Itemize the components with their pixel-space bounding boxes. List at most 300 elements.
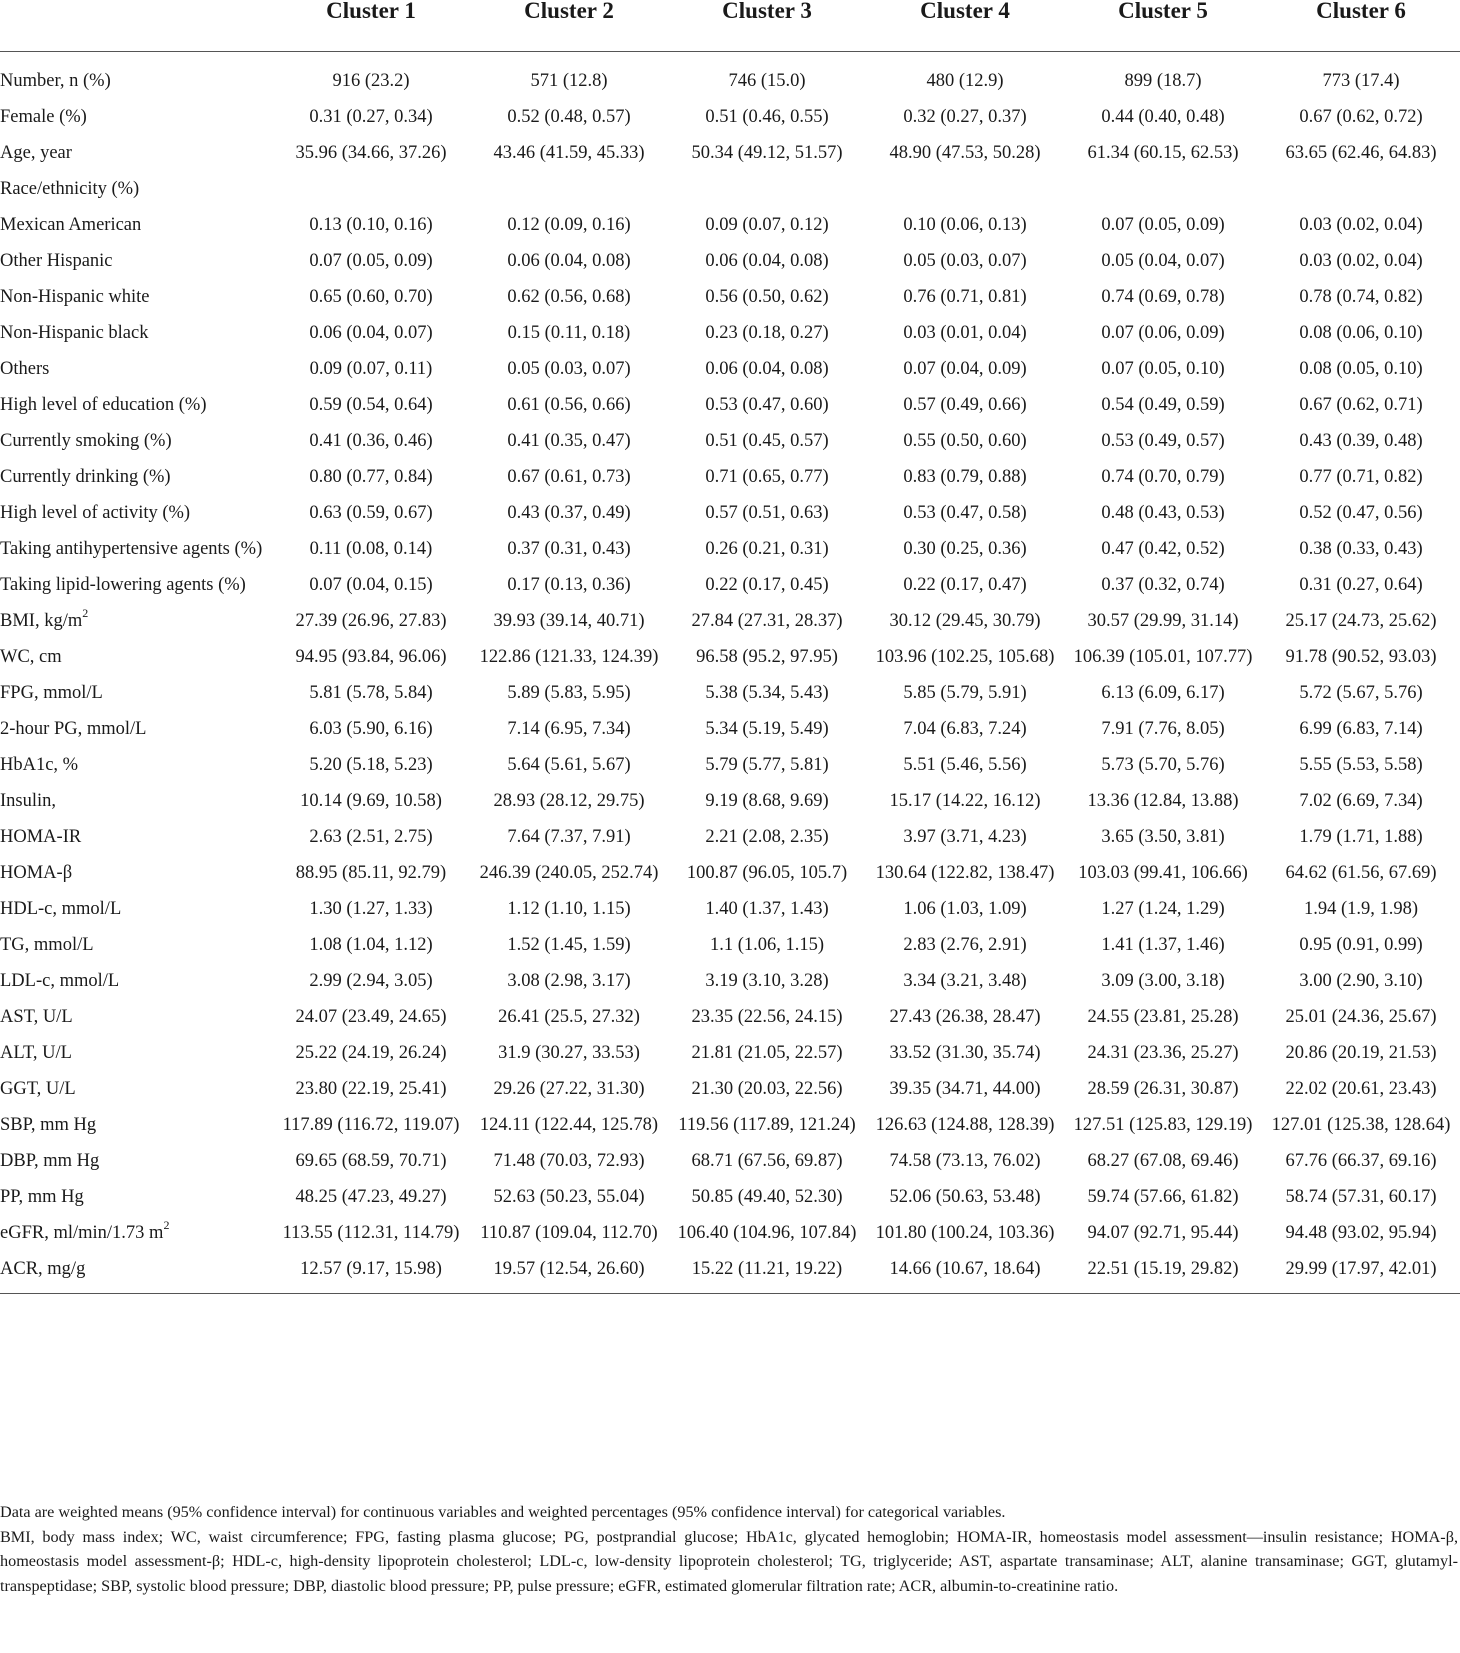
- row-label-text: Other Hispanic: [0, 251, 113, 271]
- cell-cluster-6: 7.02 (6.69, 7.34): [1299, 791, 1423, 811]
- cell-cluster-1: 2.99 (2.94, 3.05): [309, 971, 433, 991]
- cell-cluster-5: [1064, 172, 1262, 208]
- row-label-text: FPG, mmol/L: [0, 683, 103, 703]
- cell-cluster-1: 5.20 (5.18, 5.23): [309, 755, 433, 775]
- cell-cluster-3: 0.06 (0.04, 0.08): [705, 251, 829, 271]
- cell-cluster-4: 0.76 (0.71, 0.81): [903, 287, 1027, 307]
- cell-cluster-6: 3.00 (2.90, 3.10): [1299, 971, 1423, 991]
- cell-cluster-5: 3.09 (3.00, 3.18): [1101, 971, 1225, 991]
- cell-cluster-4: 39.35 (34.71, 44.00): [889, 1079, 1041, 1099]
- cell-cluster-4: 74.58 (73.13, 76.02): [889, 1151, 1041, 1171]
- header-cell-cluster-6: Cluster 6: [1262, 0, 1460, 40]
- cell-cluster-5: 94.07 (92.71, 95.44): [1087, 1223, 1239, 1243]
- cell-cluster-1: 0.07 (0.05, 0.09): [309, 251, 433, 271]
- cell-cluster-2: 0.05 (0.03, 0.07): [507, 359, 631, 379]
- cell-cluster-6: 22.02 (20.61, 23.43): [1285, 1079, 1437, 1099]
- cell-cluster-1: 6.03 (5.90, 6.16): [309, 719, 433, 739]
- cell-cluster-3: 0.09 (0.07, 0.12): [705, 215, 829, 235]
- cell-cluster-1: [272, 172, 470, 208]
- row-label: [0, 676, 272, 712]
- cell-cluster-2: 1.52 (1.45, 1.59): [507, 935, 631, 955]
- cell-cluster-3: 0.51 (0.45, 0.57): [705, 431, 829, 451]
- row-label: [0, 1252, 272, 1294]
- cell-cluster-4: 33.52 (31.30, 35.74): [889, 1043, 1041, 1063]
- cell-cluster-6: [1262, 172, 1460, 208]
- cell-cluster-2: 0.12 (0.09, 0.16): [507, 215, 631, 235]
- cell-cluster-6: 63.65 (62.46, 64.83): [1285, 143, 1437, 163]
- cell-cluster-2: 124.11 (122.44, 125.78): [479, 1115, 659, 1135]
- cell-cluster-3: 96.58 (95.2, 97.95): [696, 647, 838, 667]
- table-row: [0, 424, 1460, 460]
- cell-cluster-5: 7.91 (7.76, 8.05): [1101, 719, 1225, 739]
- row-label-text: GGT, U/L: [0, 1079, 76, 1099]
- cell-cluster-4: 5.51 (5.46, 5.56): [903, 755, 1027, 775]
- row-label-text: Non-Hispanic black: [0, 323, 149, 343]
- cell-cluster-1: 88.95 (85.11, 92.79): [295, 863, 447, 883]
- cell-cluster-6: 64.62 (61.56, 67.69): [1285, 863, 1437, 883]
- row-label-text: AST, U/L: [0, 1007, 73, 1027]
- table-row: [0, 712, 1460, 748]
- cell-cluster-1: 0.63 (0.59, 0.67): [309, 503, 433, 523]
- cell-cluster-4: 2.83 (2.76, 2.91): [903, 935, 1027, 955]
- table-row: [0, 640, 1460, 676]
- cell-cluster-5: 0.74 (0.70, 0.79): [1101, 467, 1225, 487]
- row-label: [0, 1216, 272, 1252]
- cell-cluster-4: 0.30 (0.25, 0.36): [903, 539, 1027, 559]
- cell-cluster-3: 68.71 (67.56, 69.87): [691, 1151, 843, 1171]
- row-label: [0, 172, 272, 208]
- table-row: [0, 928, 1460, 964]
- row-label-text: Insulin,: [0, 791, 57, 811]
- table-row: [0, 820, 1460, 856]
- cell-cluster-2: 3.08 (2.98, 3.17): [507, 971, 631, 991]
- cell-cluster-5: 0.74 (0.69, 0.78): [1101, 287, 1225, 307]
- cell-cluster-2: 26.41 (25.5, 27.32): [498, 1007, 640, 1027]
- cell-cluster-5: 30.57 (29.99, 31.14): [1087, 611, 1239, 631]
- cell-cluster-5: 1.27 (1.24, 1.29): [1101, 899, 1225, 919]
- row-label-superscript: 2: [163, 1217, 170, 1232]
- row-label-text: Mexican American: [0, 215, 142, 235]
- cell-cluster-5: 0.07 (0.05, 0.09): [1101, 215, 1225, 235]
- table-row: [0, 388, 1460, 424]
- row-label: [0, 316, 272, 352]
- cell-cluster-1: 0.80 (0.77, 0.84): [309, 467, 433, 487]
- cell-cluster-4: 0.05 (0.03, 0.07): [903, 251, 1027, 271]
- row-label: [0, 52, 272, 101]
- row-label-text: SBP, mm Hg: [0, 1115, 97, 1135]
- cell-cluster-3: 5.34 (5.19, 5.49): [705, 719, 829, 739]
- cell-cluster-4: [866, 172, 1064, 208]
- cell-cluster-5: 59.74 (57.66, 61.82): [1087, 1187, 1239, 1207]
- cell-cluster-5: 899 (18.7): [1124, 71, 1202, 91]
- table-row: [0, 208, 1460, 244]
- cell-cluster-3: 21.81 (21.05, 22.57): [691, 1043, 843, 1063]
- cell-cluster-5: 5.73 (5.70, 5.76): [1101, 755, 1225, 775]
- cell-cluster-4: 7.04 (6.83, 7.24): [903, 719, 1027, 739]
- cell-cluster-6: 25.17 (24.73, 25.62): [1285, 611, 1437, 631]
- cell-cluster-6: 0.38 (0.33, 0.43): [1299, 539, 1423, 559]
- cell-cluster-6: 773 (17.4): [1322, 71, 1400, 91]
- header-cell-variable: [0, 0, 272, 40]
- cell-cluster-6: 0.95 (0.91, 0.99): [1299, 935, 1423, 955]
- cell-cluster-1: 35.96 (34.66, 37.26): [295, 143, 447, 163]
- cell-cluster-5: 0.07 (0.06, 0.09): [1101, 323, 1225, 343]
- table-row: [0, 280, 1460, 316]
- table-row: [0, 52, 1460, 101]
- cell-cluster-6: 6.99 (6.83, 7.14): [1299, 719, 1423, 739]
- cell-cluster-6: 0.08 (0.06, 0.10): [1299, 323, 1423, 343]
- table-footnotes: [0, 1500, 1458, 1598]
- header-cell-cluster-1: Cluster 1: [272, 0, 470, 40]
- cell-cluster-5: 1.41 (1.37, 1.46): [1101, 935, 1225, 955]
- cell-cluster-5: 6.13 (6.09, 6.17): [1101, 683, 1225, 703]
- cell-cluster-1: 0.59 (0.54, 0.64): [309, 395, 433, 415]
- table-row: [0, 784, 1460, 820]
- cell-cluster-4: 3.34 (3.21, 3.48): [903, 971, 1027, 991]
- cell-cluster-6: 0.78 (0.74, 0.82): [1299, 287, 1423, 307]
- row-label: [0, 640, 272, 676]
- cell-cluster-4: 15.17 (14.22, 16.12): [889, 791, 1041, 811]
- cell-cluster-3: 27.84 (27.31, 28.37): [691, 611, 843, 631]
- cell-cluster-5: 127.51 (125.83, 129.19): [1073, 1115, 1253, 1135]
- cell-cluster-5: 0.54 (0.49, 0.59): [1101, 395, 1225, 415]
- row-label-text: Taking antihypertensive agents (%): [0, 539, 263, 559]
- cell-cluster-3: 0.23 (0.18, 0.27): [705, 323, 829, 343]
- table-row: [0, 1252, 1460, 1294]
- table-row: [0, 136, 1460, 172]
- cell-cluster-5: 0.05 (0.04, 0.07): [1101, 251, 1225, 271]
- table-row: [0, 352, 1460, 388]
- row-label-text: BMI, kg/m: [0, 611, 83, 631]
- row-label: [0, 568, 272, 604]
- cell-cluster-3: 21.30 (20.03, 22.56): [691, 1079, 843, 1099]
- row-label: [0, 460, 272, 496]
- cell-cluster-2: 0.41 (0.35, 0.47): [507, 431, 631, 451]
- cell-cluster-4: 101.80 (100.24, 103.36): [875, 1223, 1055, 1243]
- cell-cluster-1: 0.07 (0.04, 0.15): [309, 575, 433, 595]
- cell-cluster-2: 0.17 (0.13, 0.36): [507, 575, 631, 595]
- table-row: [0, 1144, 1460, 1180]
- cell-cluster-1: 117.89 (116.72, 119.07): [282, 1115, 460, 1135]
- cell-cluster-4: 0.57 (0.49, 0.66): [903, 395, 1027, 415]
- table-row: [0, 1036, 1460, 1072]
- cell-cluster-3: 23.35 (22.56, 24.15): [691, 1007, 843, 1027]
- cell-cluster-2: 7.64 (7.37, 7.91): [507, 827, 631, 847]
- cell-cluster-5: 0.47 (0.42, 0.52): [1101, 539, 1225, 559]
- row-label: [0, 928, 272, 964]
- cell-cluster-6: 5.72 (5.67, 5.76): [1299, 683, 1423, 703]
- cell-cluster-3: 746 (15.0): [728, 71, 806, 91]
- table-row: [0, 748, 1460, 784]
- cell-cluster-3: 5.79 (5.77, 5.81): [705, 755, 829, 775]
- table-row: [0, 100, 1460, 136]
- cell-cluster-6: 1.79 (1.71, 1.88): [1299, 827, 1423, 847]
- row-label-text: High level of activity (%): [0, 503, 191, 523]
- cell-cluster-6: 127.01 (125.38, 128.64): [1271, 1115, 1451, 1135]
- row-label: [0, 244, 272, 280]
- cell-cluster-6: 0.03 (0.02, 0.04): [1299, 215, 1423, 235]
- row-label: [0, 1072, 272, 1108]
- row-label-text: Currently drinking (%): [0, 467, 171, 487]
- table-row: [0, 1108, 1460, 1144]
- cell-cluster-1: 2.63 (2.51, 2.75): [309, 827, 433, 847]
- cell-cluster-1: 1.08 (1.04, 1.12): [309, 935, 433, 955]
- cell-cluster-1: 0.09 (0.07, 0.11): [309, 359, 433, 379]
- cell-cluster-2: 31.9 (30.27, 33.53): [498, 1043, 640, 1063]
- row-label-text: Race/ethnicity (%): [0, 179, 140, 199]
- cell-cluster-4: 0.22 (0.17, 0.47): [903, 575, 1027, 595]
- cell-cluster-2: 19.57 (12.54, 26.60): [470, 1252, 668, 1294]
- row-label: [0, 892, 272, 928]
- cell-cluster-4: 0.53 (0.47, 0.58): [903, 503, 1027, 523]
- cell-cluster-1: 113.55 (112.31, 114.79): [282, 1223, 460, 1243]
- row-label-text: WC, cm: [0, 647, 62, 667]
- cell-cluster-2: 110.87 (109.04, 112.70): [480, 1223, 658, 1243]
- cell-cluster-4: 0.55 (0.50, 0.60): [903, 431, 1027, 451]
- cell-cluster-3: 9.19 (8.68, 9.69): [705, 791, 829, 811]
- cell-cluster-6: 1.94 (1.9, 1.98): [1303, 899, 1419, 919]
- cell-cluster-4: 1.06 (1.03, 1.09): [903, 899, 1027, 919]
- cell-cluster-3: 0.22 (0.17, 0.45): [705, 575, 829, 595]
- cell-cluster-6: 0.67 (0.62, 0.71): [1299, 395, 1423, 415]
- footnote-abbreviations: BMI, body mass index; WC, waist circumference; FPG, fasting plasma glucose; PG, postprandial glucose; HbA1c, glycated hemoglobin; HOMA-IR, homeostasis model assessment—insulin resistance; HOMA-β, homeostasis model assessment-β; HDL-c, high-density lipoprotein cholesterol; LDL-c, low-density lipoprotein cholesterol; TG, triglyceride; AST, aspartate transaminase; ALT, alanine transaminase; GGT, glutamyl-transpeptidase; SBP, systolic blood pressure; DBP, diastolic blood pressure; PP, pulse pressure; eGFR, estimated glomerular filtration rate; ACR, albumin-to-creatinine ratio.: [0, 1527, 1458, 1595]
- cell-cluster-1: 0.11 (0.08, 0.14): [309, 539, 433, 559]
- cell-cluster-5: 24.31 (23.36, 25.27): [1087, 1043, 1239, 1063]
- cell-cluster-6: 0.43 (0.39, 0.48): [1299, 431, 1423, 451]
- cell-cluster-4: 0.32 (0.27, 0.37): [903, 107, 1027, 127]
- table-row: [0, 1180, 1460, 1216]
- cell-cluster-4: 52.06 (50.63, 53.48): [889, 1187, 1041, 1207]
- cell-cluster-2: 0.67 (0.61, 0.73): [507, 467, 631, 487]
- cell-cluster-1: 0.31 (0.27, 0.34): [309, 107, 433, 127]
- cell-cluster-2: 7.14 (6.95, 7.34): [507, 719, 631, 739]
- cell-cluster-4: 103.96 (102.25, 105.68): [875, 647, 1055, 667]
- cell-cluster-6: 0.08 (0.05, 0.10): [1299, 359, 1423, 379]
- cell-cluster-2: 52.63 (50.23, 55.04): [493, 1187, 645, 1207]
- row-label-text: Non-Hispanic white: [0, 287, 150, 307]
- row-label-text: HDL-c, mmol/L: [0, 899, 122, 919]
- row-label: [0, 784, 272, 820]
- row-label-text: Others: [0, 359, 50, 379]
- row-label-text: Female (%): [0, 107, 87, 127]
- cell-cluster-1: 0.65 (0.60, 0.70): [309, 287, 433, 307]
- cell-cluster-2: 5.89 (5.83, 5.95): [507, 683, 631, 703]
- row-label-text: HbA1c, %: [0, 755, 79, 775]
- row-label: [0, 532, 272, 568]
- cell-cluster-4: 5.85 (5.79, 5.91): [903, 683, 1027, 703]
- cell-cluster-5: 0.48 (0.43, 0.53): [1101, 503, 1225, 523]
- cell-cluster-2: [470, 172, 668, 208]
- cell-cluster-3: 0.53 (0.47, 0.60): [705, 395, 829, 415]
- cell-cluster-5: 0.07 (0.05, 0.10): [1101, 359, 1225, 379]
- cell-cluster-2: 28.93 (28.12, 29.75): [493, 791, 645, 811]
- row-label: [0, 964, 272, 1000]
- cell-cluster-2: 0.15 (0.11, 0.18): [507, 323, 631, 343]
- table-row: [0, 244, 1460, 280]
- cell-cluster-2: 122.86 (121.33, 124.39): [479, 647, 659, 667]
- cell-cluster-1: 48.25 (47.23, 49.27): [295, 1187, 447, 1207]
- cell-cluster-5: 103.03 (99.41, 106.66): [1078, 863, 1248, 883]
- cell-cluster-3: 1.40 (1.37, 1.43): [705, 899, 829, 919]
- cell-cluster-5: 3.65 (3.50, 3.81): [1101, 827, 1225, 847]
- row-label-text: ALT, U/L: [0, 1043, 72, 1063]
- cell-cluster-1: 10.14 (9.69, 10.58): [300, 791, 442, 811]
- cell-cluster-5: 24.55 (23.81, 25.28): [1087, 1007, 1239, 1027]
- cell-cluster-2: 0.06 (0.04, 0.08): [507, 251, 631, 271]
- cell-cluster-2: 0.52 (0.48, 0.57): [507, 107, 631, 127]
- cell-cluster-4: 14.66 (10.67, 18.64): [866, 1252, 1064, 1294]
- header-cell-cluster-5: Cluster 5: [1064, 0, 1262, 40]
- cell-cluster-6: 0.67 (0.62, 0.72): [1299, 107, 1423, 127]
- table-row: [0, 460, 1460, 496]
- header-cell-cluster-3: Cluster 3: [668, 0, 866, 40]
- row-label-text: eGFR, ml/min/1.73 m: [0, 1223, 164, 1243]
- cell-cluster-1: 0.13 (0.10, 0.16): [309, 215, 433, 235]
- cell-cluster-4: 0.10 (0.06, 0.13): [903, 215, 1027, 235]
- cell-cluster-4: 30.12 (29.45, 30.79): [889, 611, 1041, 631]
- cell-cluster-2: 43.46 (41.59, 45.33): [493, 143, 645, 163]
- row-label: [0, 352, 272, 388]
- cell-cluster-3: 100.87 (96.05, 105.7): [686, 863, 848, 883]
- cell-cluster-1: 1.30 (1.27, 1.33): [309, 899, 433, 919]
- cell-cluster-2: 0.62 (0.56, 0.68): [507, 287, 631, 307]
- cell-cluster-3: 0.71 (0.65, 0.77): [705, 467, 829, 487]
- cell-cluster-3: 0.56 (0.50, 0.62): [705, 287, 829, 307]
- row-label: [0, 100, 272, 136]
- row-label-text: High level of education (%): [0, 395, 207, 415]
- cell-cluster-1: 27.39 (26.96, 27.83): [295, 611, 447, 631]
- cell-cluster-6: 20.86 (20.19, 21.53): [1285, 1043, 1437, 1063]
- cell-cluster-1: 0.41 (0.36, 0.46): [309, 431, 433, 451]
- row-label-text: HOMA-β: [0, 863, 73, 883]
- cell-cluster-3: 50.34 (49.12, 51.57): [691, 143, 843, 163]
- row-label-text: Age, year: [0, 143, 72, 163]
- cell-cluster-3: 50.85 (49.40, 52.30): [691, 1187, 843, 1207]
- row-label-text: Number, n (%): [0, 71, 111, 91]
- cell-cluster-1: 94.95 (93.84, 96.06): [295, 647, 447, 667]
- row-label-text: LDL-c, mmol/L: [0, 971, 120, 991]
- cell-cluster-5: 0.44 (0.40, 0.48): [1101, 107, 1225, 127]
- cell-cluster-6: 0.52 (0.47, 0.56): [1299, 503, 1423, 523]
- row-label: [0, 856, 272, 892]
- cell-cluster-2: 1.12 (1.10, 1.15): [507, 899, 631, 919]
- cell-cluster-6: 94.48 (93.02, 95.94): [1285, 1223, 1437, 1243]
- cell-cluster-1: 12.57 (9.17, 15.98): [272, 1252, 470, 1294]
- cell-cluster-4: 0.83 (0.79, 0.88): [903, 467, 1027, 487]
- cell-cluster-6: 58.74 (57.31, 60.17): [1285, 1187, 1437, 1207]
- table-body: [0, 52, 1460, 1294]
- row-label: [0, 1180, 272, 1216]
- cell-cluster-6: 29.99 (17.97, 42.01): [1262, 1252, 1460, 1294]
- table-row: [0, 892, 1460, 928]
- cell-cluster-3: 0.06 (0.04, 0.08): [705, 359, 829, 379]
- footnote-data-description: Data are weighted means (95% confidence interval) for continuous variables and weighted percentages (95% confidence interval) for categorical variables.: [0, 1503, 1006, 1521]
- cell-cluster-1: 916 (23.2): [332, 71, 410, 91]
- table-row: [0, 856, 1460, 892]
- row-label: [0, 496, 272, 532]
- cell-cluster-5: 22.51 (15.19, 29.82): [1064, 1252, 1262, 1294]
- cell-cluster-5: 68.27 (67.08, 69.46): [1087, 1151, 1239, 1171]
- cell-cluster-4: 130.64 (122.82, 138.47): [875, 863, 1055, 883]
- cell-cluster-4: 3.97 (3.71, 4.23): [903, 827, 1027, 847]
- row-label-text: TG, mmol/L: [0, 935, 94, 955]
- cell-cluster-3: 2.21 (2.08, 2.35): [705, 827, 829, 847]
- table-row: [0, 964, 1460, 1000]
- cell-cluster-1: 24.07 (23.49, 24.65): [295, 1007, 447, 1027]
- row-label-text: DBP, mm Hg: [0, 1151, 100, 1171]
- cell-cluster-4: 0.03 (0.01, 0.04): [903, 323, 1027, 343]
- cell-cluster-6: 91.78 (90.52, 93.03): [1285, 647, 1437, 667]
- cell-cluster-2: 29.26 (27.22, 31.30): [493, 1079, 645, 1099]
- cell-cluster-5: 0.37 (0.32, 0.74): [1101, 575, 1225, 595]
- row-label: [0, 604, 272, 640]
- cell-cluster-6: 0.03 (0.02, 0.04): [1299, 251, 1423, 271]
- cell-cluster-3: 1.1 (1.06, 1.15): [709, 935, 825, 955]
- table-row: [0, 532, 1460, 568]
- cell-cluster-3: [668, 172, 866, 208]
- cell-cluster-1: 23.80 (22.19, 25.41): [295, 1079, 447, 1099]
- header-cell-cluster-4: Cluster 4: [866, 0, 1064, 40]
- cell-cluster-5: 61.34 (60.15, 62.53): [1087, 143, 1239, 163]
- cell-cluster-2: 0.37 (0.31, 0.43): [507, 539, 631, 559]
- cell-cluster-4: 48.90 (47.53, 50.28): [889, 143, 1041, 163]
- cell-cluster-5: 0.53 (0.49, 0.57): [1101, 431, 1225, 451]
- row-label-text: PP, mm Hg: [0, 1187, 84, 1207]
- row-label-superscript: 2: [82, 605, 89, 620]
- cell-cluster-3: 15.22 (11.21, 19.22): [668, 1252, 866, 1294]
- cell-cluster-5: 106.39 (105.01, 107.77): [1073, 647, 1253, 667]
- cell-cluster-1: 0.06 (0.04, 0.07): [309, 323, 433, 343]
- cell-cluster-1: 25.22 (24.19, 26.24): [295, 1043, 447, 1063]
- cell-cluster-3: 5.38 (5.34, 5.43): [705, 683, 829, 703]
- row-label: [0, 388, 272, 424]
- cell-cluster-2: 0.43 (0.37, 0.49): [507, 503, 631, 523]
- cell-cluster-6: 0.77 (0.71, 0.82): [1299, 467, 1423, 487]
- cell-cluster-6: 0.31 (0.27, 0.64): [1299, 575, 1423, 595]
- cell-cluster-1: 5.81 (5.78, 5.84): [309, 683, 433, 703]
- table-header: [0, 0, 1460, 52]
- table-row: [0, 676, 1460, 712]
- cell-cluster-3: 0.26 (0.21, 0.31): [705, 539, 829, 559]
- cell-cluster-3: 0.51 (0.46, 0.55): [705, 107, 829, 127]
- row-label: [0, 748, 272, 784]
- cell-cluster-6: 5.55 (5.53, 5.58): [1299, 755, 1423, 775]
- cell-cluster-2: 246.39 (240.05, 252.74): [479, 863, 659, 883]
- row-label: [0, 424, 272, 460]
- table-row: [0, 568, 1460, 604]
- row-label: [0, 136, 272, 172]
- cell-cluster-2: 0.61 (0.56, 0.66): [507, 395, 631, 415]
- row-label: [0, 820, 272, 856]
- header-row: [0, 0, 1460, 52]
- cell-cluster-5: 28.59 (26.31, 30.87): [1087, 1079, 1239, 1099]
- row-label: [0, 280, 272, 316]
- table-row: [0, 172, 1460, 208]
- cell-cluster-1: 69.65 (68.59, 70.71): [295, 1151, 447, 1171]
- header-cell-cluster-2: Cluster 2: [470, 0, 668, 40]
- cell-cluster-4: 0.07 (0.04, 0.09): [903, 359, 1027, 379]
- cell-cluster-6: 67.76 (66.37, 69.16): [1285, 1151, 1437, 1171]
- cell-cluster-6: 25.01 (24.36, 25.67): [1285, 1007, 1437, 1027]
- cell-cluster-3: 119.56 (117.89, 121.24): [678, 1115, 856, 1135]
- cell-cluster-2: 5.64 (5.61, 5.67): [507, 755, 631, 775]
- table-row: [0, 1072, 1460, 1108]
- cell-cluster-2: 71.48 (70.03, 72.93): [493, 1151, 645, 1171]
- cell-cluster-4: 27.43 (26.38, 28.47): [889, 1007, 1041, 1027]
- cell-cluster-4: 480 (12.9): [926, 71, 1004, 91]
- row-label: [0, 1000, 272, 1036]
- row-label-text: ACR, mg/g: [0, 1259, 86, 1279]
